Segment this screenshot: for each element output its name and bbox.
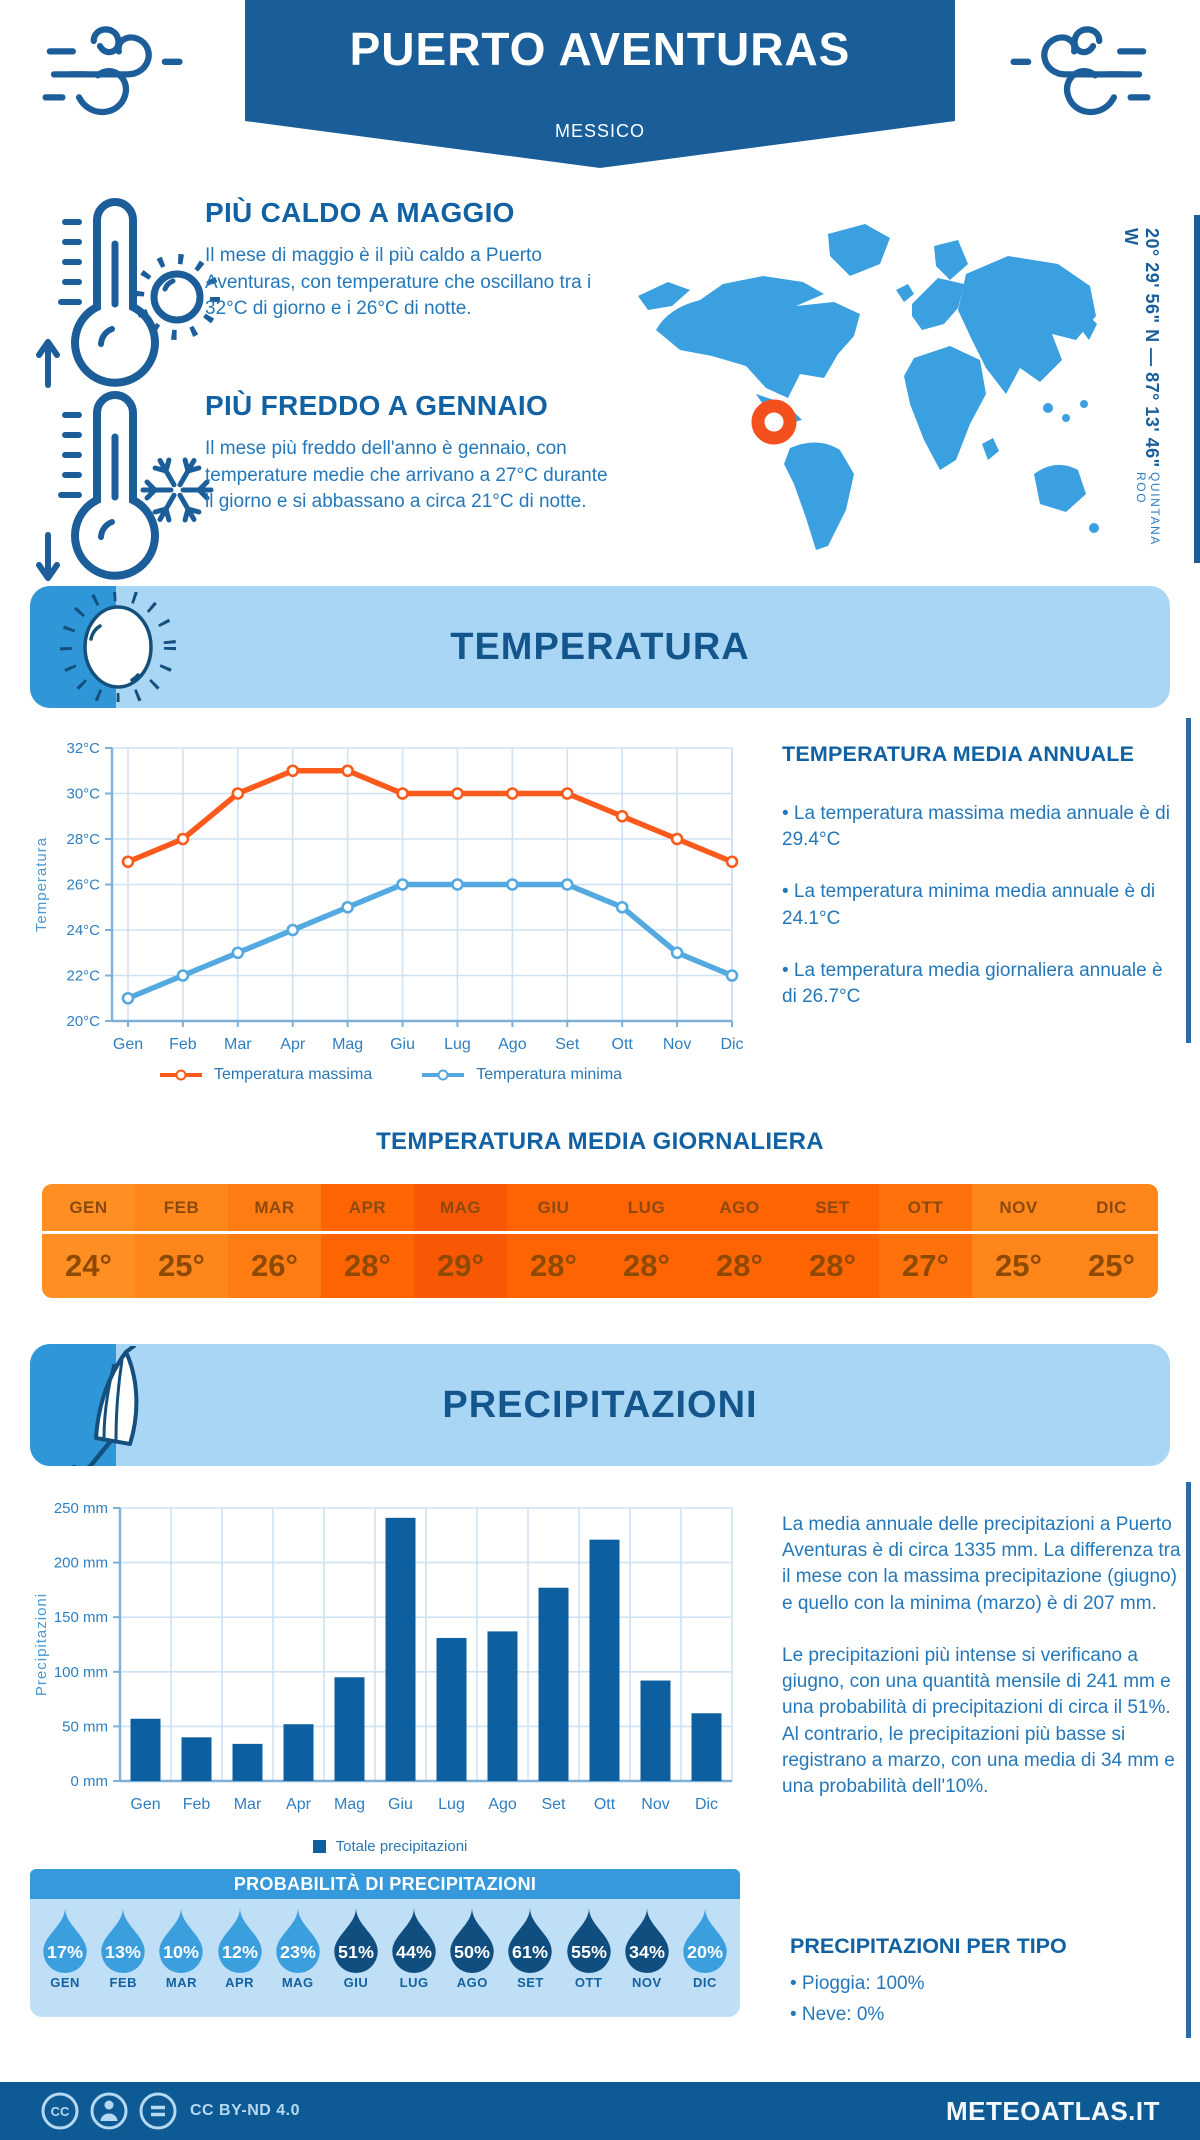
svg-text:Gen: Gen (112, 1036, 144, 1053)
raindrop-icon (621, 1906, 673, 1974)
daily-temp-value: 28° (344, 1248, 391, 1283)
probability-item (327, 1906, 385, 2017)
raindrop-icon (214, 1906, 266, 1974)
svg-text:50 mm: 50 mm (62, 1718, 108, 1736)
daily-month-label: DIC (1065, 1184, 1158, 1234)
daily-temp-value: 25° (158, 1248, 205, 1283)
raindrop-icon (679, 1906, 731, 1974)
precipitation-section-title: PRECIPITAZIONI (442, 1383, 758, 1426)
precipitation-type-block (790, 1934, 1190, 2035)
svg-text:24°C: 24°C (66, 922, 100, 939)
svg-text:22°C: 22°C (66, 967, 100, 985)
svg-text:Ott: Ott (611, 1036, 633, 1053)
svg-text:13%: 13% (105, 1941, 142, 1962)
svg-text:Ago: Ago (488, 1796, 517, 1813)
daily-temp-value: 26° (251, 1248, 298, 1283)
temperature-chart-legend (20, 1066, 760, 1084)
svg-text:61%: 61% (512, 1941, 549, 1962)
svg-text:34%: 34% (628, 1941, 665, 1962)
probability-item (443, 1906, 501, 2017)
daily-month-label: FEB (135, 1184, 228, 1234)
daily-temp-value: 28° (623, 1248, 670, 1283)
probability-row (36, 1906, 734, 2017)
svg-text:Lug: Lug (444, 1036, 471, 1053)
probability-month: SET (517, 1975, 544, 1990)
probability-month: GEN (50, 1975, 80, 1990)
daily-temp-column (972, 1184, 1065, 1298)
daily-month-label: GEN (42, 1184, 135, 1234)
svg-text:Dic: Dic (694, 1796, 719, 1813)
svg-text:32°C: 32°C (66, 740, 100, 757)
raindrop-icon (39, 1906, 91, 1974)
world-map (628, 212, 1108, 567)
daily-temp-value: 29° (437, 1248, 484, 1283)
legend-swatch (158, 1069, 204, 1081)
svg-text:Temperatura: Temperatura (33, 836, 50, 933)
probability-item (152, 1906, 210, 2017)
annual-temperature-block (782, 742, 1182, 1036)
daily-temp-value: 25° (995, 1248, 1042, 1283)
legend-label: Totale precipitazioni (335, 1838, 468, 1855)
svg-text:Gen: Gen (130, 1796, 161, 1813)
svg-text:150 mm: 150 mm (53, 1609, 108, 1627)
probability-month: LUG (399, 1975, 429, 1990)
daily-temp-column (507, 1184, 600, 1298)
svg-text:Feb: Feb (182, 1796, 211, 1813)
temperature-line-chart (20, 733, 760, 1083)
svg-text:Nov: Nov (641, 1796, 670, 1813)
daily-temp-column (879, 1184, 972, 1298)
svg-text:55%: 55% (570, 1941, 607, 1962)
annual-max-bullet: • La temperatura massima media annuale è di 29.4°C (782, 803, 1170, 851)
raindrop-icon (446, 1906, 498, 1974)
daily-temp-column (135, 1184, 228, 1298)
probability-month: MAG (281, 1975, 314, 1990)
probability-item (269, 1906, 327, 2017)
svg-text:20°C: 20°C (66, 1013, 100, 1030)
svg-text:Dic: Dic (720, 1036, 744, 1053)
probability-item (618, 1906, 676, 2017)
precipitation-text-block (782, 1512, 1184, 1826)
precipitation-chart-legend (20, 1838, 760, 1855)
site-label: METEOATLAS.IT (945, 2095, 1160, 2126)
daily-month-label: OTT (879, 1184, 972, 1234)
svg-text:CC: CC (50, 2104, 70, 2119)
probability-month: APR (225, 1975, 255, 1990)
legend-item (420, 1066, 622, 1084)
probability-month: NOV (631, 1975, 662, 1990)
annual-temperature-title: TEMPERATURA MEDIA ANNUALE (782, 742, 1135, 766)
daily-temp-column (42, 1184, 135, 1298)
legend-item (158, 1066, 372, 1084)
rain-bullet: • Pioggia: 100% (790, 1973, 925, 1994)
daily-month-label: SET (786, 1184, 879, 1234)
svg-text:Set: Set (555, 1036, 580, 1053)
svg-text:Mar: Mar (224, 1036, 252, 1053)
daily-month-label: NOV (972, 1184, 1065, 1234)
daily-temp-column (414, 1184, 507, 1298)
svg-text:250 mm: 250 mm (53, 1500, 108, 1517)
svg-text:Lug: Lug (438, 1796, 465, 1813)
probability-item (501, 1906, 559, 2017)
daily-temp-column (228, 1184, 321, 1298)
daily-temp-value: 27° (902, 1248, 949, 1283)
raindrop-icon (563, 1906, 615, 1974)
precipitation-type-title: PRECIPITAZIONI PER TIPO (790, 1934, 1067, 1958)
svg-text:Giu: Giu (388, 1796, 413, 1813)
daily-month-label: GIU (507, 1184, 600, 1234)
svg-text:Set: Set (541, 1796, 566, 1813)
raindrop-icon (504, 1906, 556, 1974)
cc-nd-equals-icon (138, 2091, 178, 2131)
svg-text:Ott: Ott (593, 1796, 616, 1813)
svg-text:Apr: Apr (286, 1796, 311, 1813)
probability-item (385, 1906, 443, 2017)
svg-text:Mag: Mag (332, 1036, 364, 1053)
probability-month: DIC (693, 1975, 717, 1990)
location-marker (758, 406, 790, 438)
daily-temp-column (786, 1184, 879, 1298)
svg-text:Mag: Mag (333, 1796, 366, 1813)
daily-temp-column (600, 1184, 693, 1298)
probability-item (36, 1906, 94, 2017)
svg-text:12%: 12% (221, 1941, 258, 1962)
legend-label: Temperatura minima (476, 1066, 623, 1083)
raindrop-icon (388, 1906, 440, 1974)
divider (1194, 215, 1200, 563)
precipitation-paragraph: La media annuale delle precipitazioni a Puerto Aventuras è di circa 1335 mm. La differenza tra il mese con la massima precipitazione (giugno) e quello con la minima (marzo) è di 207 mm. (782, 1514, 1181, 1614)
daily-temp-column (1065, 1184, 1158, 1298)
annual-daily-bullet: • La temperatura media giornaliera annuale è di 26.7°C (782, 959, 1163, 1008)
daily-temp-value: 28° (530, 1248, 577, 1283)
svg-text:0 mm: 0 mm (70, 1773, 108, 1790)
precipitation-section-banner (30, 1344, 1170, 1466)
daily-temp-value: 25° (1088, 1248, 1135, 1283)
cold-month-text: Il mese più freddo dell'anno è gennaio, con temperature medie che arrivano a 27°C durante il giorno e si abbassano a circa 21°C di notte. (205, 438, 608, 513)
page-title: PUERTO AVENTURAS (349, 23, 851, 75)
coordinates-label (1120, 228, 1162, 573)
temperature-section-banner (30, 586, 1170, 708)
daily-month-label: MAG (414, 1184, 507, 1234)
thermometer-down-icon (35, 385, 225, 590)
hot-month-title: PIÙ CALDO A MAGGIO (205, 197, 515, 228)
svg-text:30°C: 30°C (66, 785, 100, 803)
raindrop-icon (272, 1906, 324, 1974)
probability-item (676, 1906, 734, 2017)
wind-icon (985, 20, 1155, 135)
daily-month-label: MAR (228, 1184, 321, 1234)
probability-month: FEB (109, 1975, 137, 1990)
probability-item (211, 1906, 269, 2017)
probability-month: MAR (165, 1975, 197, 1990)
legend-label: Temperatura massima (213, 1066, 373, 1083)
svg-text:Feb: Feb (169, 1036, 197, 1053)
svg-text:Giu: Giu (390, 1036, 415, 1053)
wind-icon (38, 20, 208, 135)
raindrop-icon (155, 1906, 207, 1974)
daily-temperature-table (42, 1184, 1158, 1298)
svg-text:100 mm: 100 mm (53, 1663, 108, 1681)
daily-temp-column (693, 1184, 786, 1298)
cc-license-icons (40, 2091, 178, 2131)
footer (0, 2082, 1200, 2140)
svg-text:10%: 10% (163, 1941, 200, 1962)
probability-panel-title: PROBABILITÀ DI PRECIPITAZIONI (30, 1869, 740, 1899)
hot-month-text: Il mese di maggio è il più caldo a Puerto Aventuras, con temperature che oscillano tra i 32°C di giorno e i 26°C di notte. (205, 245, 592, 320)
precipitation-paragraph: Le precipitazioni più intense si verificano a giugno, con una quantità mensile di 241 mm e una probabilità di precipitazioni di circa il 51%. Al contrario, le precipitazioni più basse si registrano a marzo, con una media di 34 mm e una probabilità dell'10%. (782, 1644, 1175, 1797)
probability-item (94, 1906, 152, 2017)
svg-text:26°C: 26°C (66, 876, 100, 894)
svg-text:Ago: Ago (498, 1036, 527, 1053)
precipitation-probability-panel (30, 1869, 740, 2017)
svg-text:Mar: Mar (233, 1796, 262, 1813)
legend-swatch (313, 1840, 326, 1853)
snow-bullet: • Neve: 0% (790, 2004, 885, 2025)
svg-text:44%: 44% (396, 1941, 433, 1962)
precipitation-bar-chart (20, 1493, 760, 1843)
legend-swatch (420, 1069, 466, 1081)
daily-month-label: LUG (600, 1184, 693, 1234)
svg-text:Nov: Nov (662, 1036, 692, 1053)
coordinates-text: 20° 29' 56" N — 87° 13' 46" W (1121, 228, 1162, 468)
legend-item (313, 1838, 468, 1855)
license-label: CC BY-ND 4.0 (190, 2102, 301, 2119)
daily-temp-value: 24° (65, 1248, 112, 1283)
svg-text:51%: 51% (337, 1941, 374, 1962)
probability-panel-body (30, 1899, 740, 2017)
daily-temp-value: 28° (809, 1248, 856, 1283)
raindrop-icon (330, 1906, 382, 1974)
raindrop-icon (97, 1906, 149, 1974)
page-subtitle: MESSICO (554, 121, 645, 141)
svg-text:23%: 23% (279, 1941, 316, 1962)
svg-text:28°C: 28°C (66, 831, 100, 848)
temperature-section-title: TEMPERATURA (450, 625, 750, 668)
probability-item (560, 1906, 618, 2017)
svg-text:Apr: Apr (280, 1036, 306, 1053)
daily-month-label: AGO (693, 1184, 786, 1234)
daily-table-title: TEMPERATURA MEDIA GIORNALIERA (376, 1128, 824, 1155)
probability-month: OTT (574, 1975, 603, 1990)
cold-month-title: PIÙ FREDDO A GENNAIO (205, 390, 549, 421)
cc-icon (40, 2091, 80, 2131)
divider (1186, 718, 1191, 1043)
svg-text:50%: 50% (454, 1941, 491, 1962)
thermometer-up-icon (35, 192, 225, 397)
svg-text:200 mm: 200 mm (53, 1554, 108, 1572)
probability-month: AGO (456, 1975, 488, 1990)
probability-month: GIU (343, 1975, 369, 1990)
daily-month-label: APR (321, 1184, 414, 1234)
daily-temp-value: 28° (716, 1248, 763, 1283)
daily-temp-column (321, 1184, 414, 1298)
svg-text:Precipitazioni: Precipitazioni (33, 1592, 50, 1697)
region-text: QUINTANA ROO (1134, 471, 1162, 545)
annual-min-bullet: • La temperatura minima media annuale è di 24.1°C (782, 881, 1156, 929)
svg-text:17%: 17% (47, 1941, 84, 1962)
svg-text:20%: 20% (687, 1941, 723, 1962)
snowflake-icon (143, 457, 211, 524)
cc-by-person-icon (89, 2091, 129, 2131)
